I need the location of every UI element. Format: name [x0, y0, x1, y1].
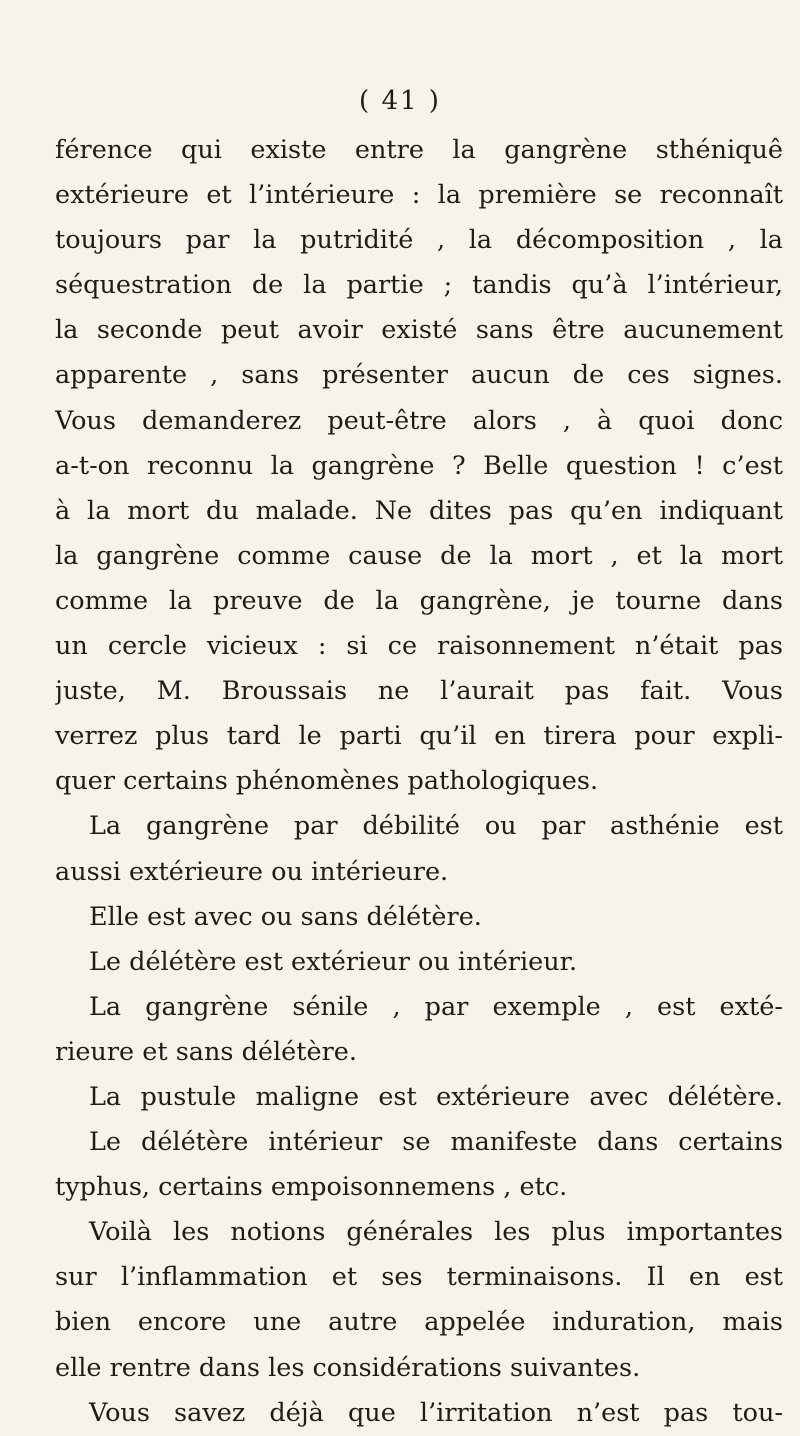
text-line: elle rentre dans les considérations suivantes.: [55, 1352, 641, 1383]
text-line: Elle est avec ou sans délétère.: [89, 901, 482, 932]
text-line: la seconde peut avoir existé sans être aucunement: [55, 315, 783, 346]
text-line: sur l’inflammation et ses terminaisons. Il en est: [55, 1262, 783, 1293]
text-line: bien encore une autre appelée induration, mais: [55, 1307, 783, 1338]
text-line: apparente , sans présenter aucun de ces signes.: [55, 360, 783, 391]
page-number: ( 41 ): [359, 86, 441, 116]
text-line: a-t-on reconnu la gangrène ? Belle question ! c’est: [55, 450, 783, 481]
text-line: la gangrène comme cause de la mort , et la mort: [55, 540, 783, 571]
text-line: férence qui existe entre la gangrène sthéniquê: [55, 135, 783, 165]
text-line: Le délétère est extérieur ou intérieur.: [89, 946, 578, 977]
text-line: Vous demanderez peut-être alors , à quoi donc: [55, 405, 783, 436]
text-line: séquestration de la partie ; tandis qu’à l’intérieur,: [55, 270, 783, 301]
text-line: un cercle vicieux : si ce raisonnement n’était pas: [55, 631, 783, 662]
page-body-text: [55, 128, 783, 1436]
text-line: à la mort du malade. Ne dites pas qu’en indiquant: [55, 495, 783, 526]
text-line: La gangrène sénile , par exemple , est exté-: [89, 991, 783, 1022]
text-line: comme la preuve de la gangrène, je tourne dans: [55, 585, 783, 616]
text-line: typhus, certains empoisonnemens , etc.: [55, 1172, 568, 1203]
text-line: La gangrène par débilité ou par asthénie est: [89, 811, 783, 842]
text-line: verrez plus tard le parti qu’il en tirera pour expli-: [55, 721, 783, 752]
text-line: Le délétère intérieur se manifeste dans certains: [89, 1127, 783, 1158]
text-line: Vous savez déjà que l’irritation n’est pas tou-: [89, 1397, 783, 1428]
text-line: Voilà les notions générales les plus importantes: [89, 1217, 783, 1248]
text-line: rieure et sans délétère.: [55, 1036, 357, 1067]
text-line: toujours par la putridité , la décomposition , la: [55, 225, 783, 256]
text-line: extérieure et l’intérieure : la première se reconnaît: [55, 180, 783, 211]
text-line: juste, M. Broussais ne l’aurait pas fait. Vous: [55, 676, 783, 707]
text-line: quer certains phénomènes pathologiques.: [55, 766, 599, 797]
text-line: La pustule maligne est extérieure avec délétère.: [89, 1081, 783, 1112]
text-line: aussi extérieure ou intérieure.: [55, 856, 449, 887]
